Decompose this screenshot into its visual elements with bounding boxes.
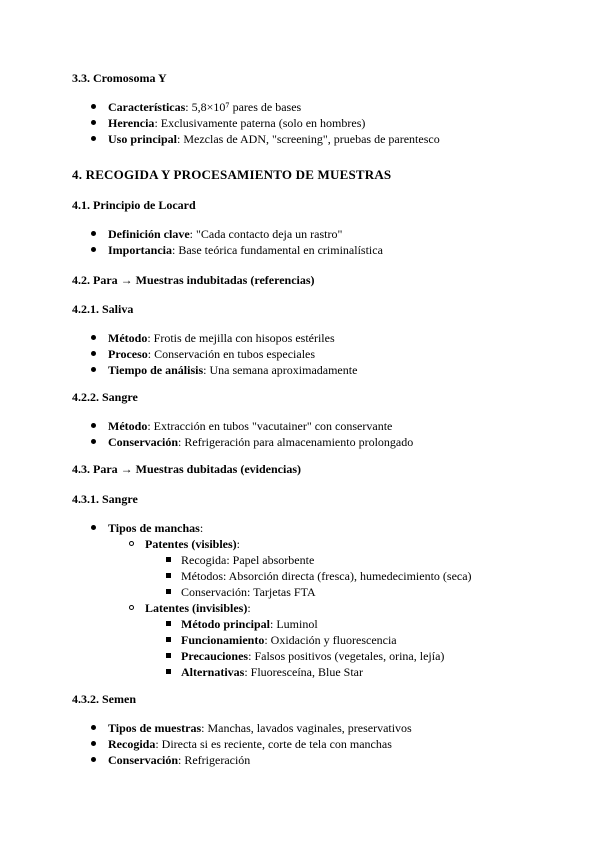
heading-4-2-1: 4.2.1. Saliva bbox=[72, 302, 134, 316]
list-item: Conservación: Tarjetas FTA bbox=[181, 585, 316, 599]
list-item: Recogida: Papel absorbente bbox=[181, 553, 315, 567]
heading-4-3: 4.3. Para → Muestras dubitadas (evidencias) bbox=[72, 462, 301, 476]
list-item: Tipos de manchas: bbox=[108, 521, 204, 535]
list-item: Precauciones: Falsos positivos (vegetales, orina, lejía) bbox=[181, 649, 445, 663]
list-item: Proceso: Conservación en tubos especiales bbox=[108, 347, 316, 361]
list-item: Alternativas: Fluoresceína, Blue Star bbox=[181, 665, 363, 679]
bullet bbox=[91, 525, 96, 530]
square-bullet bbox=[166, 669, 171, 674]
list-item: Conservación: Refrigeración bbox=[108, 753, 251, 767]
square-bullet bbox=[166, 557, 171, 562]
square-bullet bbox=[166, 653, 171, 658]
heading-4-3-2: 4.3.2. Semen bbox=[72, 692, 136, 706]
hollow-bullet bbox=[129, 541, 134, 546]
square-bullet bbox=[166, 637, 171, 642]
list-item: Patentes (visibles): bbox=[145, 537, 240, 551]
square-bullet bbox=[166, 573, 171, 578]
square-bullet bbox=[166, 621, 171, 626]
bullet bbox=[91, 367, 96, 372]
list-item: Funcionamiento: Oxidación y fluorescencia bbox=[181, 633, 397, 647]
heading-4-3-1: 4.3.1. Sangre bbox=[72, 492, 138, 506]
heading-4-2: 4.2. Para → Muestras indubitadas (referencias) bbox=[72, 273, 315, 287]
list-item: Métodos: Absorción directa (fresca), humedecimiento (seca) bbox=[181, 569, 472, 583]
list-item: Importancia: Base teórica fundamental en criminalística bbox=[108, 243, 383, 257]
heading-4: 4. RECOGIDA Y PROCESAMIENTO DE MUESTRAS bbox=[72, 167, 392, 182]
list-item: Método principal: Luminol bbox=[181, 617, 318, 631]
list-item: Método: Frotis de mejilla con hisopos estériles bbox=[108, 331, 335, 345]
bullet bbox=[91, 335, 96, 340]
bullet bbox=[91, 247, 96, 252]
list-item: Conservación: Refrigeración para almacenamiento prolongado bbox=[108, 435, 414, 449]
bullet bbox=[91, 231, 96, 236]
list-item: Definición clave: "Cada contacto deja un rastro" bbox=[108, 227, 343, 241]
bullet bbox=[91, 725, 96, 730]
heading-4-2-2: 4.2.2. Sangre bbox=[72, 390, 138, 404]
heading-3-3: 3.3. Cromosoma Y bbox=[72, 71, 167, 85]
bullet bbox=[91, 104, 96, 109]
square-bullet bbox=[166, 589, 171, 594]
bullet bbox=[91, 757, 96, 762]
heading-4-1: 4.1. Principio de Locard bbox=[72, 198, 196, 212]
list-item: Tipos de muestras: Manchas, lavados vaginales, preservativos bbox=[108, 721, 412, 735]
list-item: Recogida: Directa si es reciente, corte de tela con manchas bbox=[108, 737, 392, 751]
bullet bbox=[91, 439, 96, 444]
list-item: Uso principal: Mezclas de ADN, "screening", pruebas de parentesco bbox=[108, 132, 440, 146]
bullet bbox=[91, 120, 96, 125]
list-item: Tiempo de análisis: Una semana aproximadamente bbox=[108, 363, 358, 377]
bullet bbox=[91, 136, 96, 141]
bullet bbox=[91, 741, 96, 746]
list-item: Latentes (invisibles): bbox=[145, 601, 251, 615]
bullet bbox=[91, 351, 96, 356]
list-item: Características: 5,8×10⁷ pares de bases bbox=[108, 100, 302, 114]
list-item: Herencia: Exclusivamente paterna (solo en hombres) bbox=[108, 116, 366, 130]
bullet bbox=[91, 423, 96, 428]
list-item: Método: Extracción en tubos "vacutainer" con conservante bbox=[108, 419, 393, 433]
hollow-bullet bbox=[129, 605, 134, 610]
